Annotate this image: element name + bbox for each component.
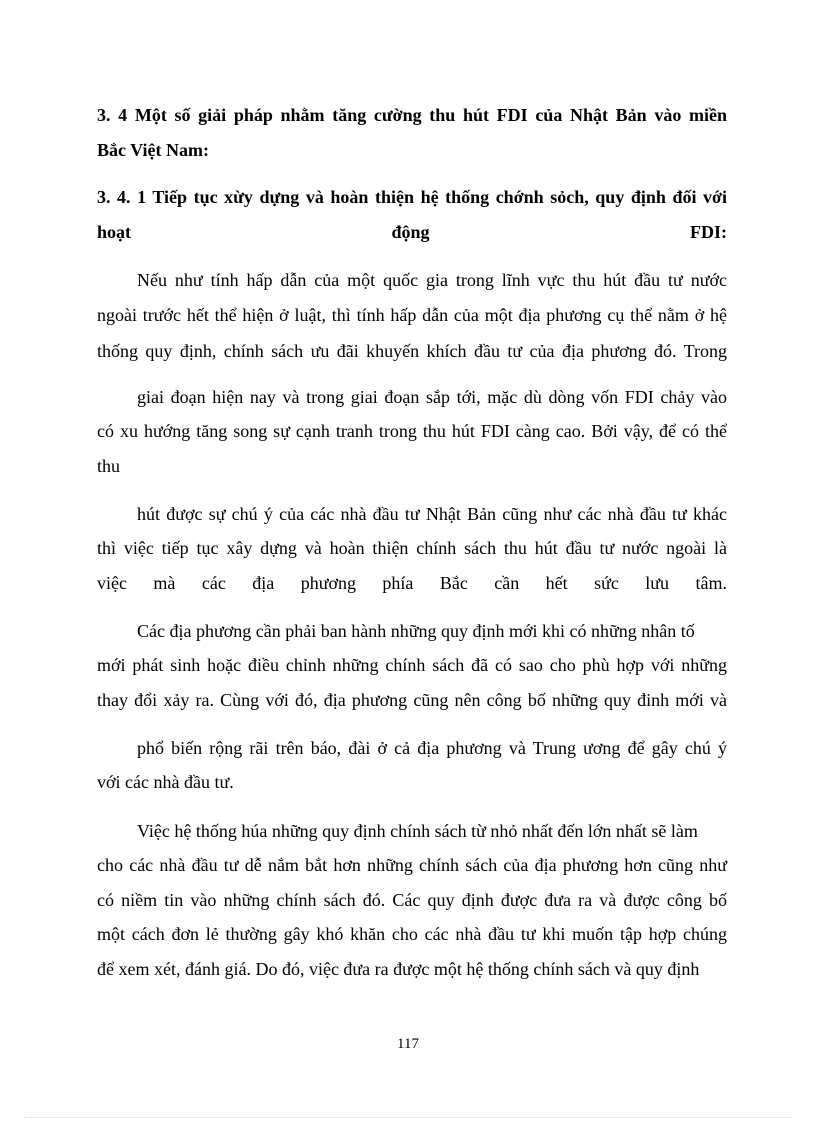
paragraph-line: Các địa phương cần phải ban hành những quy định mới khi có những nhân tố bbox=[137, 621, 695, 641]
section-heading-line-1: 3. 4 Một số giải pháp nhằm tăng cường thu hút FDI của Nhật Bản vào miền bbox=[97, 105, 727, 125]
paragraph-line: Việc hệ thống húa những quy định chính sách từ nhỏ nhất đến lớn nhất sẽ làm bbox=[137, 821, 698, 841]
paragraph-line: giai đoạn hiện nay và trong giai đoạn sắp tới, mặc dù dòng vốn FDI chảy vào bbox=[137, 387, 727, 407]
paragraph-line: việc mà các địa phương phía Bắc cần hết sức lưu tâm. bbox=[97, 573, 727, 593]
paragraph-line: để xem xét, đánh giá. Do đó, việc đưa ra được một hệ thống chính sách và quy định bbox=[97, 959, 700, 979]
paragraph-line: cho các nhà đầu tư dễ nắm bắt hơn những chính sách của địa phương hơn cũng như bbox=[97, 855, 727, 875]
page-bottom-divider bbox=[24, 1117, 792, 1118]
paragraph-line: thay đổi xảy ra. Cùng với đó, địa phương cũng nên công bố những quy đinh mới và bbox=[97, 690, 727, 710]
page-number: 117 bbox=[397, 1036, 419, 1052]
paragraph-line: phổ biến rộng rãi trên báo, đài ở cả địa phương và Trung ương để gây chú ý bbox=[137, 738, 727, 758]
paragraph-line: thu bbox=[97, 456, 121, 476]
paragraph-line: với các nhà đầu tư. bbox=[97, 772, 234, 792]
paragraph-line: mới phát sinh hoặc điều chỉnh những chính sách đã có sao cho phù hợp với những bbox=[97, 655, 727, 675]
paragraph-line: thì việc tiếp tục xây dựng và hoàn thiện chính sách thu hút đầu tư nước ngoài là bbox=[97, 538, 727, 558]
paragraph-line: có xu hướng tăng song sự cạnh tranh trong thu hút FDI càng cao. Bởi vậy, để có thể bbox=[97, 421, 727, 441]
subsection-heading-line-2: hoạt động FDI: bbox=[97, 222, 727, 242]
paragraph-line: Nếu như tính hấp dẫn của một quốc gia trong lĩnh vực thu hút đầu tư nước bbox=[137, 270, 727, 290]
paragraph-line: một cách đơn lẻ thường gây khó khăn cho các nhà đầu tư khi muốn tập hợp chúng bbox=[97, 924, 727, 944]
paragraph-line: có niềm tin vào những chính sách đó. Các quy định được đưa ra và được công bố bbox=[97, 890, 727, 910]
paragraph-line: hút được sự chú ý của các nhà đầu tư Nhật Bản cũng như các nhà đầu tư khác bbox=[137, 504, 727, 524]
section-heading-line-2: Bắc Việt Nam: bbox=[97, 140, 209, 160]
subsection-heading-line-1: 3. 4. 1 Tiếp tục xừy dựng và hoàn thiện hệ thống chớnh sỏch, quy định đối với bbox=[97, 187, 727, 207]
paragraph-line: ngoài trước hết thể hiện ở luật, thì tính hấp dẫn của một địa phương cụ thể nằm ở hệ bbox=[97, 305, 727, 325]
paragraph-line: thống quy định, chính sách ưu đãi khuyến khích đầu tư của địa phương đó. Trong bbox=[97, 341, 727, 361]
